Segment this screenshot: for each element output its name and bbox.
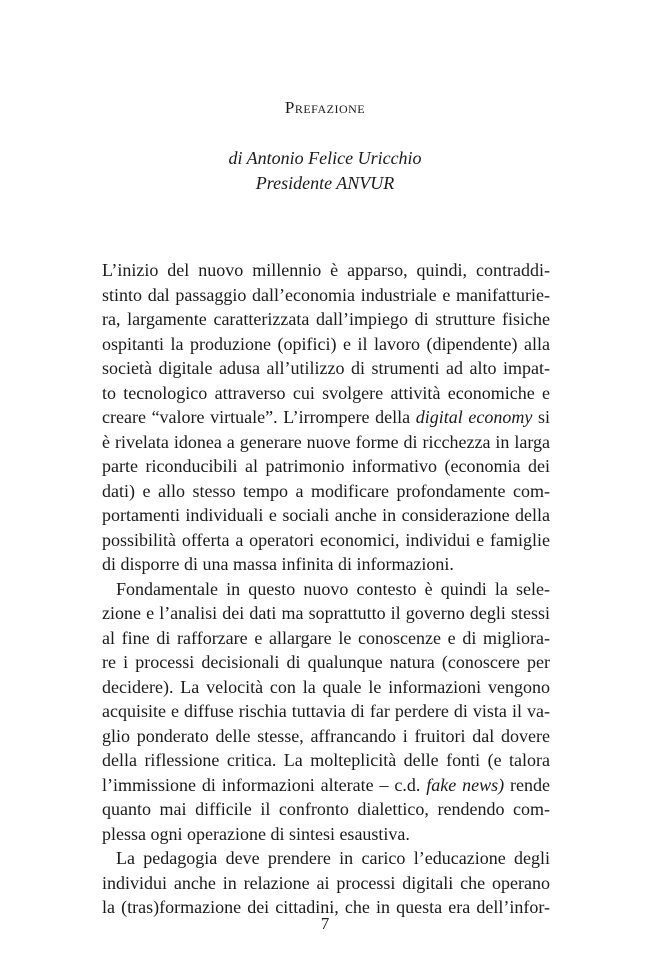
text-line: to tecnologico attraverso cui svolgere attività economiche e bbox=[102, 382, 550, 403]
text-line: stinto dal passaggio dall’economia industriale e manifatturie- bbox=[102, 284, 550, 305]
author-name: di Antonio Felice Uricchio bbox=[228, 148, 422, 168]
text-segment: creare “valore virtuale”. L’irrompere della bbox=[102, 407, 416, 427]
text-line: di disporre di una massa infinita di informazioni. bbox=[102, 554, 454, 574]
text-line: al fine di rafforzare e allargare le conoscenze e di migliora- bbox=[102, 627, 550, 648]
text-line: è rivelata idonea a generare nuove forme di ricchezza in larga bbox=[102, 431, 550, 452]
text-line: re i processi decisionali di qualunque natura (conoscere per bbox=[102, 652, 550, 672]
text-line: società digitale adusa all’utilizzo di strumenti ad alto impat- bbox=[102, 358, 550, 378]
text-line: portamenti individuali e sociali anche in considerazione della bbox=[102, 505, 550, 525]
paragraph-3 bbox=[102, 846, 550, 920]
page-number: 7 bbox=[320, 914, 330, 933]
text-line: la (tras)formazione dei cittadini, che in questa era dell’infor- bbox=[102, 897, 550, 917]
italic-term: digital economy bbox=[415, 407, 533, 427]
text-line: glio ponderato delle stesse, affrancando i fruitori dal dovere bbox=[102, 725, 550, 746]
text-line: decidere). La velocità con la quale le informazioni vengono bbox=[102, 676, 550, 697]
text-line: acquisite e diffuse rischia tuttavia di far perdere di vista il va- bbox=[102, 701, 550, 721]
paragraph-2 bbox=[102, 577, 550, 847]
text-line: Fondamentale in questo nuovo contesto è quindi la sele- bbox=[116, 578, 550, 599]
text-line: ospitanti la produzione (opifici) e il lavoro (dipendente) alla bbox=[102, 333, 550, 354]
text-segment: si bbox=[532, 407, 550, 427]
text-line: La pedagogia deve prendere in carico l’educazione degli bbox=[116, 848, 550, 868]
body-text bbox=[102, 258, 550, 920]
text-line-mixed bbox=[102, 773, 550, 798]
paragraph-1 bbox=[102, 258, 550, 577]
text-line: della riflessione critica. La molteplicità delle fonti (e talora bbox=[102, 750, 550, 770]
text-line: zione e l’analisi dei dati ma soprattutto il governo degli stessi bbox=[102, 603, 550, 623]
text-line: possibilità offerta a operatori economici, individui e famiglie bbox=[102, 529, 550, 550]
author-role: Presidente ANVUR bbox=[255, 173, 395, 193]
chapter-heading: Prefazione bbox=[284, 98, 366, 117]
italic-term: fake news) bbox=[426, 774, 505, 795]
text-line: parte riconducibili al patrimonio informativo (economia dei bbox=[102, 456, 550, 476]
text-line: plessa ogni operazione di sintesi esaustiva. bbox=[102, 823, 410, 844]
text-line: dati) e allo stesso tempo a modificare profondamente com- bbox=[102, 480, 550, 501]
text-line: quanto mai difficile il confronto dialettico, rendendo com- bbox=[102, 799, 550, 819]
author-block bbox=[0, 146, 650, 196]
text-line: ra, largamente caratterizzata dall’impiego di strutture fisiche bbox=[102, 309, 550, 329]
text-line: L’inizio del nuovo millennio è apparso, quindi, contraddi- bbox=[102, 260, 550, 280]
text-line-mixed bbox=[102, 405, 550, 430]
text-line: individui anche in relazione ai processi digitali che operano bbox=[102, 872, 550, 893]
text-segment: rende bbox=[504, 774, 550, 795]
text-segment: l’immissione di informazioni alterate – c.d. bbox=[102, 774, 427, 795]
